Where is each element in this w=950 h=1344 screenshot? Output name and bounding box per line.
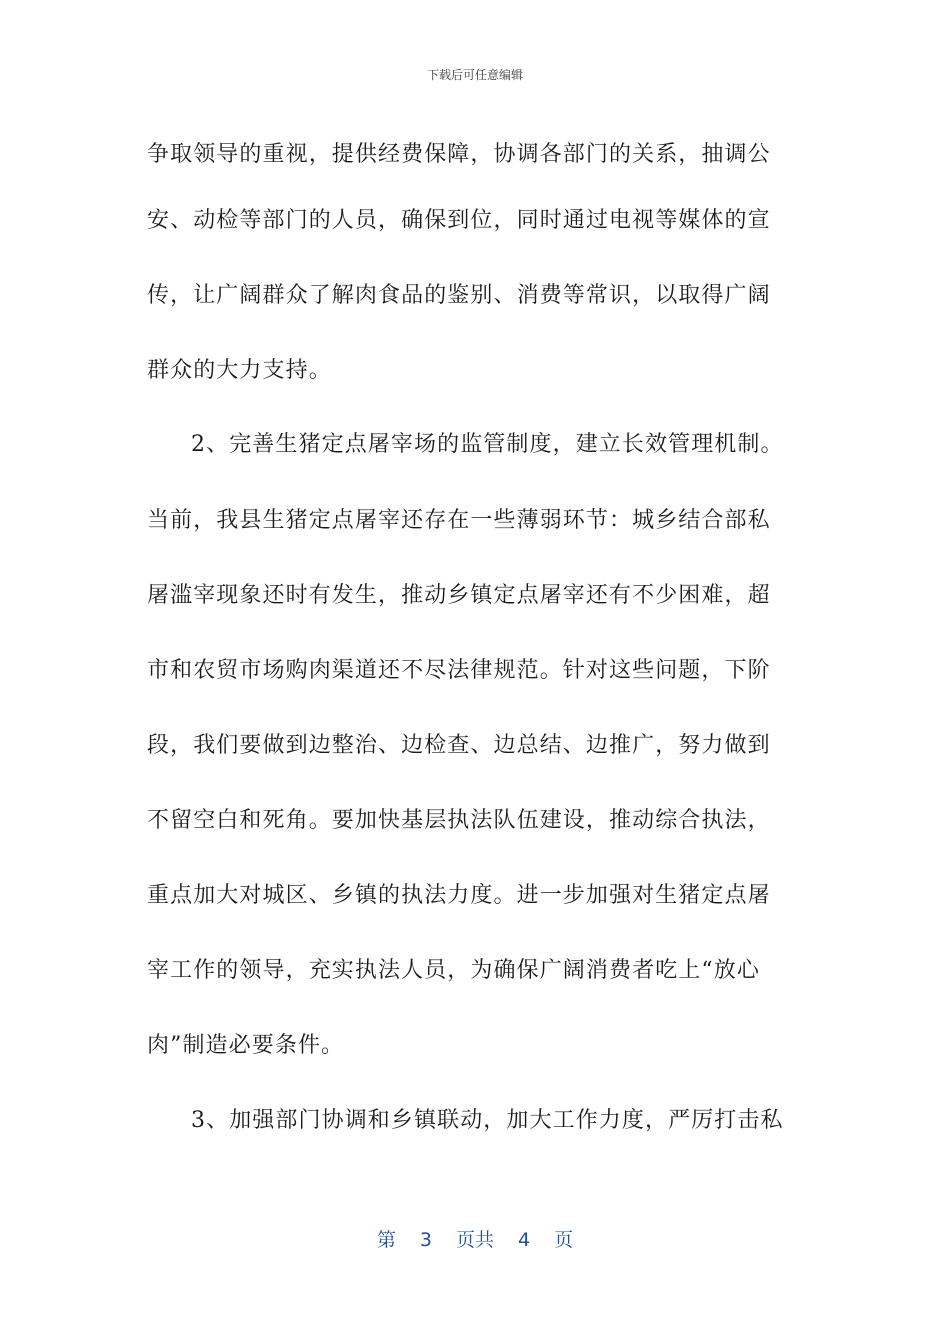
footer-middle: 页共: [455, 1229, 494, 1251]
text-line: 宰工作的领导，充实执法人员，为确保广阔消费者吃上“放心: [147, 958, 760, 983]
footer-total-pages: 4: [518, 1229, 531, 1251]
text-line: 重点加大对城区、乡镇的执法力度。进一步加强对生猪定点屠: [147, 883, 771, 908]
text-line: 安、动检等部门的人员，确保到位，同时通过电视等媒体的宣: [147, 208, 771, 233]
text-line: 不留空白和死角。要加快基层执法队伍建设，推动综合执法，: [147, 808, 771, 833]
footer-prefix: 第: [376, 1229, 396, 1251]
footer-current-page: 3: [419, 1229, 432, 1251]
text-line: 当前，我县生猪定点屠宰还存在一些薄弱环节：城乡结合部私: [147, 508, 771, 533]
text-line: 争取领导的重视，提供经费保障，协调各部门的关系，抽调公: [147, 142, 771, 167]
page-number-footer: [0, 1225, 950, 1252]
text-line: 2、完善生猪定点屠宰场的监管制度，建立长效管理机制。: [191, 432, 784, 457]
text-line: 市和农贸市场购肉渠道还不尽法律规范。针对这些问题，下阶: [147, 658, 771, 683]
text-line: 段，我们要做到边整治、边检查、边总结、边推广，努力做到: [147, 733, 771, 758]
text-line: 传，让广阔群众了解肉食品的鉴别、消费等常识，以取得广阔: [147, 283, 771, 308]
text-line: 屠滥宰现象还时有发生，推动乡镇定点屠宰还有不少困难，超: [147, 583, 771, 608]
page-header: 下载后可任意编辑: [426, 68, 523, 82]
text-line: 肉”制造必要条件。: [147, 1033, 345, 1058]
text-line: 3、加强部门协调和乡镇联动，加大工作力度，严厉打击私: [191, 1108, 784, 1133]
footer-suffix: 页: [554, 1229, 574, 1251]
text-line: 群众的大力支持。: [147, 358, 332, 383]
